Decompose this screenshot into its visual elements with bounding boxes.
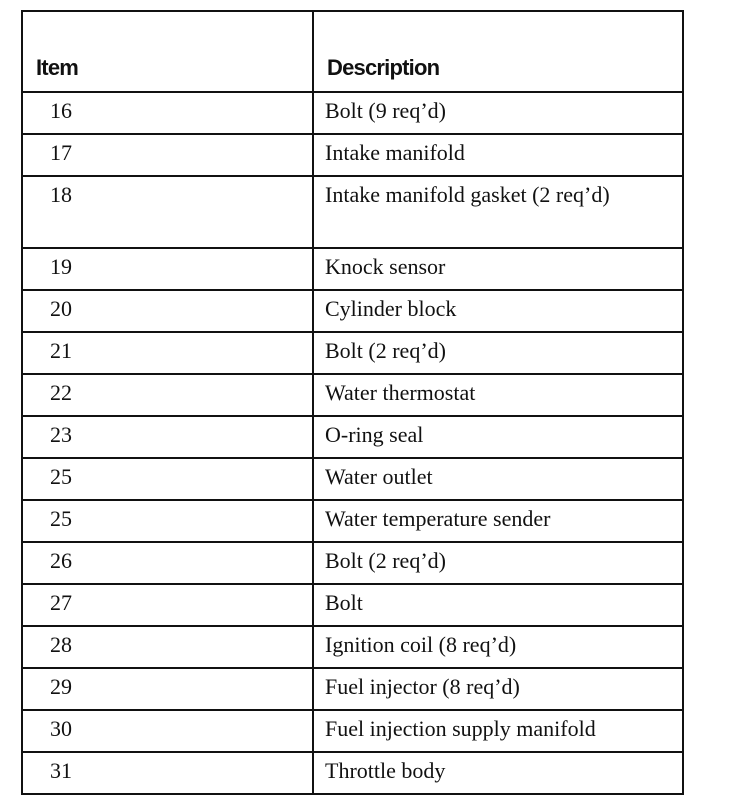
item-description: Knock sensor (313, 248, 683, 290)
table-row (22, 248, 683, 290)
item-number: 20 (22, 290, 313, 332)
item-number: 30 (22, 710, 313, 752)
item-description: Intake manifold gasket (2 req’d) (313, 176, 683, 248)
table-row (22, 668, 683, 710)
item-description: Water outlet (313, 458, 683, 500)
table-row (22, 134, 683, 176)
item-number: 23 (22, 416, 313, 458)
table-row (22, 626, 683, 668)
table-row (22, 752, 683, 794)
description-column-header: Description (313, 11, 683, 92)
item-description: Water thermostat (313, 374, 683, 416)
item-number: 19 (22, 248, 313, 290)
item-description: Fuel injection supply manifold (313, 710, 683, 752)
item-number: 21 (22, 332, 313, 374)
table-row (22, 500, 683, 542)
table-row (22, 332, 683, 374)
table-row (22, 710, 683, 752)
item-number: 26 (22, 542, 313, 584)
header-row (22, 11, 683, 92)
item-number: 22 (22, 374, 313, 416)
item-description: Bolt (313, 584, 683, 626)
table-row (22, 176, 683, 248)
table-row (22, 584, 683, 626)
parts-table (21, 10, 684, 795)
table-row (22, 290, 683, 332)
item-description: Bolt (9 req’d) (313, 92, 683, 134)
item-number: 27 (22, 584, 313, 626)
item-number: 29 (22, 668, 313, 710)
item-number: 17 (22, 134, 313, 176)
item-number: 25 (22, 458, 313, 500)
item-description: Water temperature sender (313, 500, 683, 542)
item-column-header: Item (22, 11, 313, 92)
item-number: 28 (22, 626, 313, 668)
item-number: 16 (22, 92, 313, 134)
item-number: 18 (22, 176, 313, 248)
item-description: Ignition coil (8 req’d) (313, 626, 683, 668)
item-description: Fuel injector (8 req’d) (313, 668, 683, 710)
table-row (22, 458, 683, 500)
item-number: 25 (22, 500, 313, 542)
item-description: Bolt (2 req’d) (313, 332, 683, 374)
item-description: Intake manifold (313, 134, 683, 176)
table-row (22, 92, 683, 134)
table-row (22, 542, 683, 584)
item-description: O-ring seal (313, 416, 683, 458)
table-row (22, 374, 683, 416)
item-description: Throttle body (313, 752, 683, 794)
item-description: Bolt (2 req’d) (313, 542, 683, 584)
item-description: Cylinder block (313, 290, 683, 332)
item-number: 31 (22, 752, 313, 794)
table-row (22, 416, 683, 458)
